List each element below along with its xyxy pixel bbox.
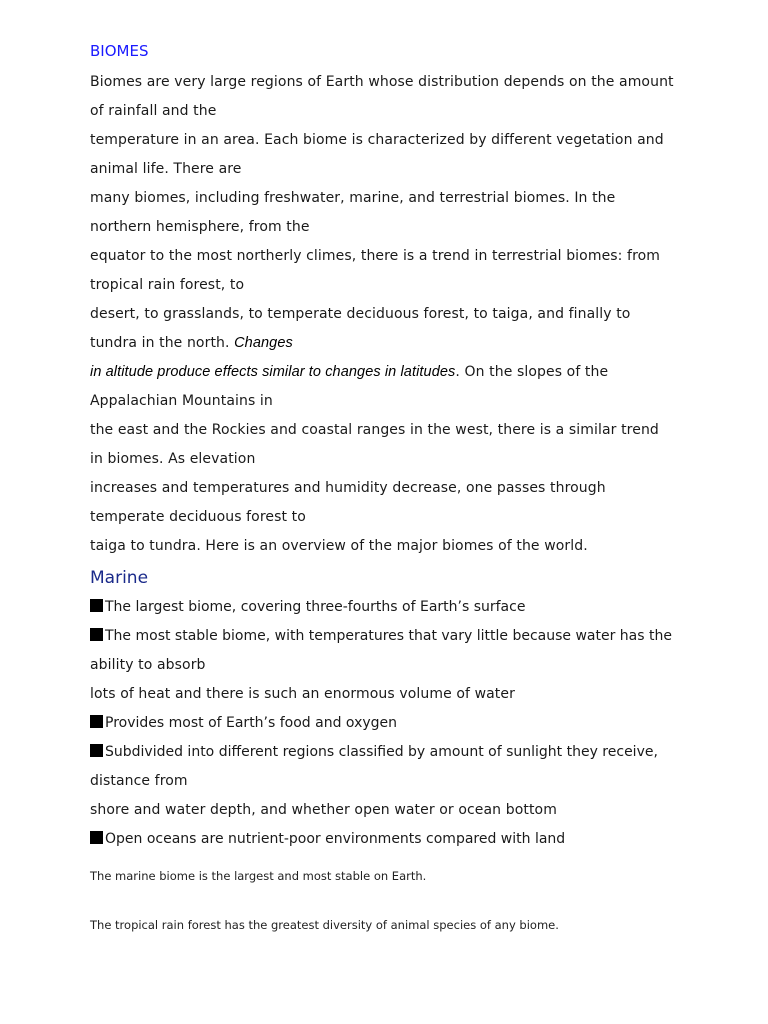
line-text: . On the slopes of the [455,364,609,380]
intro-line: equator to the most northerly climes, there is a trend in terrestrial biomes: from [90,248,661,264]
intro-line: Appalachian Mountains in [90,393,273,409]
intro-line: northern hemisphere, from the [90,219,310,235]
intro-line: animal life. There are [90,161,242,177]
bullet-text: The most stable biome, with temperatures that vary little because water has the [105,628,672,644]
square-bullet-icon [90,744,103,757]
bullet-text: Provides most of Earth’s food and oxygen [105,715,398,731]
document-page [90,38,690,933]
bullet-text: Subdivided into different regions classified by amount of sunlight they receive, [105,744,658,760]
caption-text: The marine biome is the largest and most stable on Earth. [90,869,427,883]
biomes-heading: BIOMES [90,42,149,60]
intro-line: taiga to tundra. Here is an overview of the major biomes of the world. [90,538,588,554]
bullet-text: The largest biome, covering three-fourths of Earth’s surface [105,599,526,615]
bullet-continuation: distance from [90,773,188,789]
intro-line: temperate deciduous forest to [90,509,306,525]
intro-line: many biomes, including freshwater, marine, and terrestrial biomes. In the [90,190,616,206]
intro-line: increases and temperatures and humidity decrease, one passes through [90,480,606,496]
intro-line [90,329,690,358]
bullet-continuation: lots of heat and there is such an enormous volume of water [90,686,515,702]
marine-bullet-item [90,593,690,622]
caption-text: The tropical rain forest has the greatest diversity of animal species of any biome. [90,918,559,932]
square-bullet-icon [90,599,103,612]
marine-bullet-item [90,825,690,854]
bullet-continuation: shore and water depth, and whether open water or ocean bottom [90,802,557,818]
bullet-text: Open oceans are nutrient-poor environments compared with land [105,831,566,847]
intro-line: of rainfall and the [90,103,217,119]
intro-line: tropical rain forest, to [90,277,245,293]
emphasis-text: Changes [234,335,293,351]
marine-bullet-item [90,738,690,767]
bullet-continuation: ability to absorb [90,657,206,673]
square-bullet-icon [90,715,103,728]
intro-line: temperature in an area. Each biome is characterized by different vegetation and [90,132,664,148]
intro-line [90,358,690,387]
square-bullet-icon [90,628,103,641]
intro-line: desert, to grasslands, to temperate deciduous forest, to taiga, and finally to [90,306,631,322]
intro-line: Biomes are very large regions of Earth whose distribution depends on the amount [90,74,674,90]
emphasis-text: in altitude produce effects similar to changes in latitudes [90,364,456,380]
intro-line: in biomes. As elevation [90,451,256,467]
intro-line: the east and the Rockies and coastal ranges in the west, there is a similar trend [90,422,659,438]
marine-heading: Marine [90,568,149,588]
marine-bullet-item [90,709,690,738]
marine-bullet-item [90,622,690,651]
square-bullet-icon [90,831,103,844]
line-text: tundra in the north. [90,335,235,351]
